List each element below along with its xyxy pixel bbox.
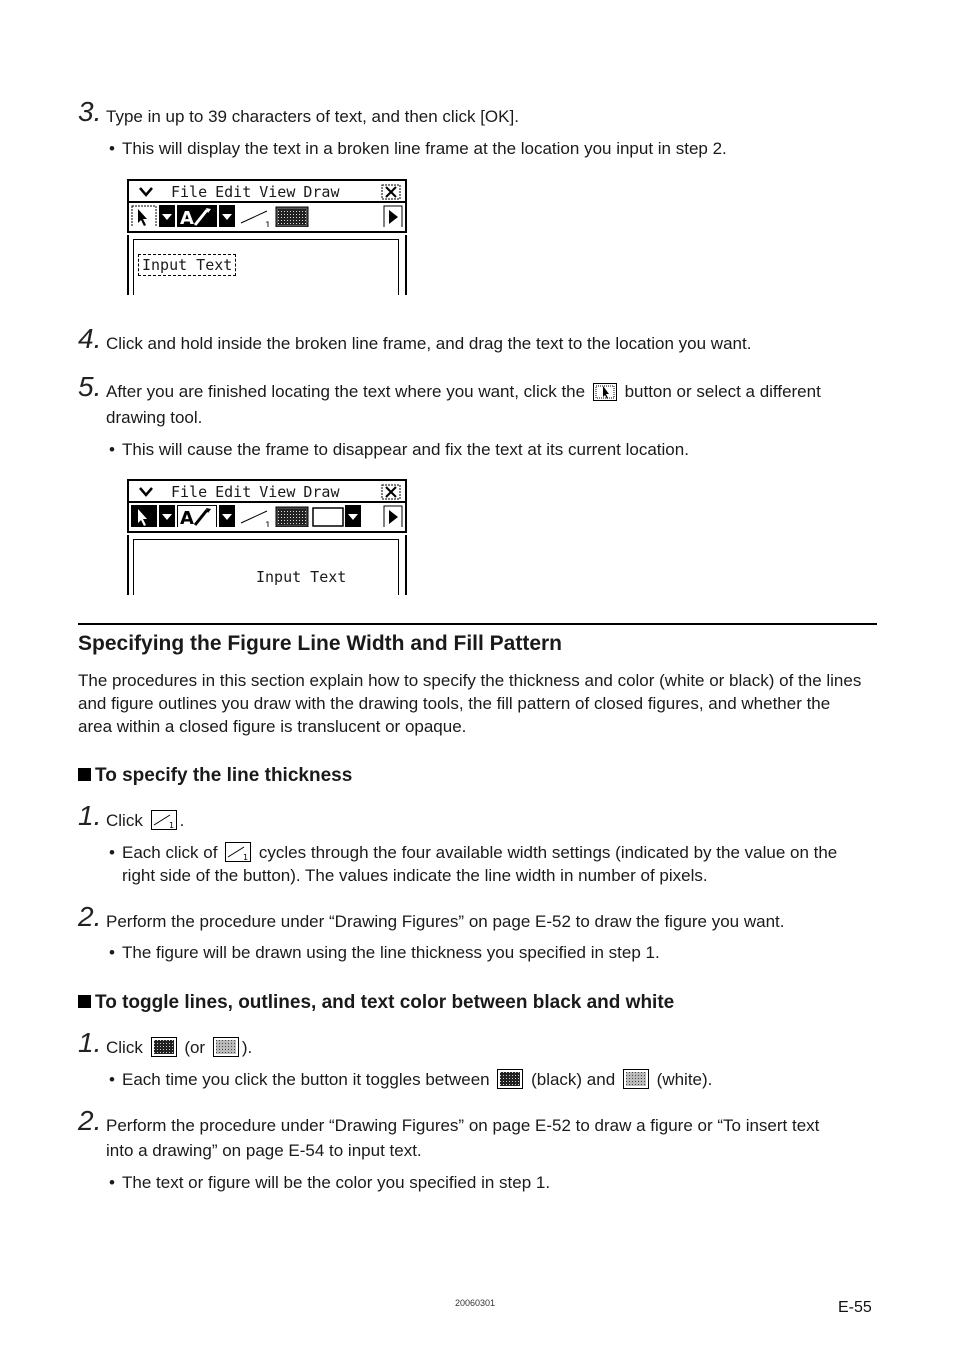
pointer-select-icon: [593, 383, 617, 401]
bullet-text: This will cause the frame to disappear and fix the text at its current location.: [122, 440, 689, 459]
bullet-dot: •: [109, 1173, 115, 1192]
bullet-text: Each time you click the button it toggles between (black) and (white).: [122, 1070, 713, 1089]
menu-bar: [127, 479, 407, 503]
bullet-dot: •: [109, 843, 115, 862]
toolbar: [127, 503, 407, 533]
svg-text:A: A: [180, 508, 194, 527]
step-text-continued: drawing tool.: [106, 408, 203, 427]
drawing-canvas[interactable]: [127, 235, 407, 295]
square-bullet-icon: [78, 768, 91, 781]
step-number: 2.: [78, 1105, 102, 1136]
square-bullet-icon: [78, 995, 91, 1008]
menu-edit[interactable]: Edit: [215, 483, 252, 501]
fixed-text: Input Text: [256, 568, 347, 586]
menu-view[interactable]: View: [259, 483, 296, 501]
bullet-text-continued: right side of the button). The values indicate the line width in number of pixels.: [122, 866, 708, 885]
section-rule: [78, 623, 877, 625]
footer-code: 20060301: [455, 1298, 496, 1308]
menu-file[interactable]: File: [171, 183, 208, 201]
dropdown-arrow-icon[interactable]: [159, 505, 175, 527]
close-icon[interactable]: [381, 184, 401, 200]
fill-pattern-icon[interactable]: [311, 505, 345, 527]
framed-text-box[interactable]: Input Text: [138, 254, 236, 276]
scroll-right-icon[interactable]: [383, 505, 403, 527]
step-text: Click (or ).: [106, 1038, 253, 1057]
line-width-icon[interactable]: [239, 505, 273, 527]
step-number: 1.: [78, 1027, 102, 1058]
svg-text:1: 1: [265, 521, 271, 527]
subheading-toggle-color: To toggle lines, outlines, and text color between black and white: [78, 991, 674, 1015]
dropdown-arrow-icon[interactable]: [219, 505, 235, 527]
white-color-icon: [623, 1069, 649, 1089]
menu-bar: [127, 179, 407, 203]
svg-text:1: 1: [243, 853, 249, 862]
step-text: Type in up to 39 characters of text, and then click [OK].: [106, 107, 519, 126]
bullet-text: This will display the text in a broken line frame at the location you input in step 2.: [122, 139, 727, 158]
step-text: After you are finished locating the text where you want, click the button or select a different: [106, 382, 821, 401]
menu-file[interactable]: File: [171, 483, 208, 501]
section-intro: The procedures in this section explain how to specify the thickness and color (white or black) of the lines and figure outlines you draw with the drawing tools, the fill pattern of closed figures, and whether the area within a closed figure is translucent or opaque.: [78, 671, 862, 736]
step-text: Click 1 .: [106, 811, 185, 830]
bullet-dot: •: [109, 943, 115, 962]
step-text: Perform the procedure under “Drawing Figures” on page E-52 to draw a figure or “To insert text: [106, 1116, 820, 1135]
step-number: 3.: [78, 96, 102, 127]
scroll-right-icon[interactable]: [383, 205, 403, 227]
menu-draw[interactable]: Draw: [303, 483, 340, 501]
menu-draw[interactable]: Draw: [303, 183, 340, 201]
line-width-icon: [225, 842, 251, 862]
close-icon[interactable]: [381, 484, 401, 500]
black-color-icon: [151, 1037, 177, 1057]
screen-framed-text: [127, 179, 409, 295]
screen-fixed-text: [127, 479, 409, 595]
step-text: Perform the procedure under “Drawing Figures” on page E-52 to draw the figure you want.: [106, 912, 785, 931]
text-tool-icon[interactable]: [177, 205, 217, 227]
drawing-canvas[interactable]: [127, 535, 407, 595]
pointer-select-icon[interactable]: [131, 505, 157, 527]
step-number: 4.: [78, 323, 102, 354]
black-color-icon: [497, 1069, 523, 1089]
dropdown-arrow-icon[interactable]: [219, 205, 235, 227]
menu-view[interactable]: View: [259, 183, 296, 201]
svg-text:1: 1: [168, 821, 174, 830]
step-text-continued: into a drawing” on page E-54 to input text.: [106, 1141, 422, 1160]
dropdown-arrow-icon[interactable]: [159, 205, 175, 227]
menu-items: [171, 483, 348, 501]
dropdown-arrow-icon[interactable]: [345, 505, 361, 527]
black-color-icon[interactable]: [275, 505, 309, 527]
text-tool-icon[interactable]: [177, 505, 217, 527]
bullet-dot: •: [109, 440, 115, 459]
page-number: E-55: [838, 1299, 872, 1316]
white-color-icon: [213, 1037, 239, 1057]
line-width-icon[interactable]: [239, 205, 273, 227]
menu-chevron-icon[interactable]: [139, 486, 161, 498]
bullet-dot: •: [109, 139, 115, 158]
menu-chevron-icon[interactable]: [139, 186, 161, 198]
line-width-icon: [151, 810, 177, 830]
pointer-select-icon[interactable]: [131, 205, 157, 227]
bullet-dot: •: [109, 1070, 115, 1089]
bullet-text: Each click of 1 cycles through the four available width settings (indicated by the value on the: [122, 843, 838, 862]
menu-items: [171, 183, 348, 201]
step-text: Click and hold inside the broken line frame, and drag the text to the location you want.: [106, 334, 752, 353]
section-title: Specifying the Figure Line Width and Fill Pattern: [78, 632, 563, 655]
step-number: 5.: [78, 371, 102, 402]
step-number: 1.: [78, 800, 102, 831]
black-color-icon[interactable]: [275, 205, 309, 227]
bullet-text: The text or figure will be the color you specified in step 1.: [122, 1173, 551, 1192]
subheading-line-thickness: To specify the line thickness: [78, 764, 352, 788]
bullet-text: The figure will be drawn using the line thickness you specified in step 1.: [122, 943, 660, 962]
toolbar: [127, 203, 407, 233]
svg-text:1: 1: [265, 221, 271, 227]
step-number: 2.: [78, 901, 102, 932]
svg-text:A: A: [180, 208, 194, 227]
menu-edit[interactable]: Edit: [215, 183, 252, 201]
